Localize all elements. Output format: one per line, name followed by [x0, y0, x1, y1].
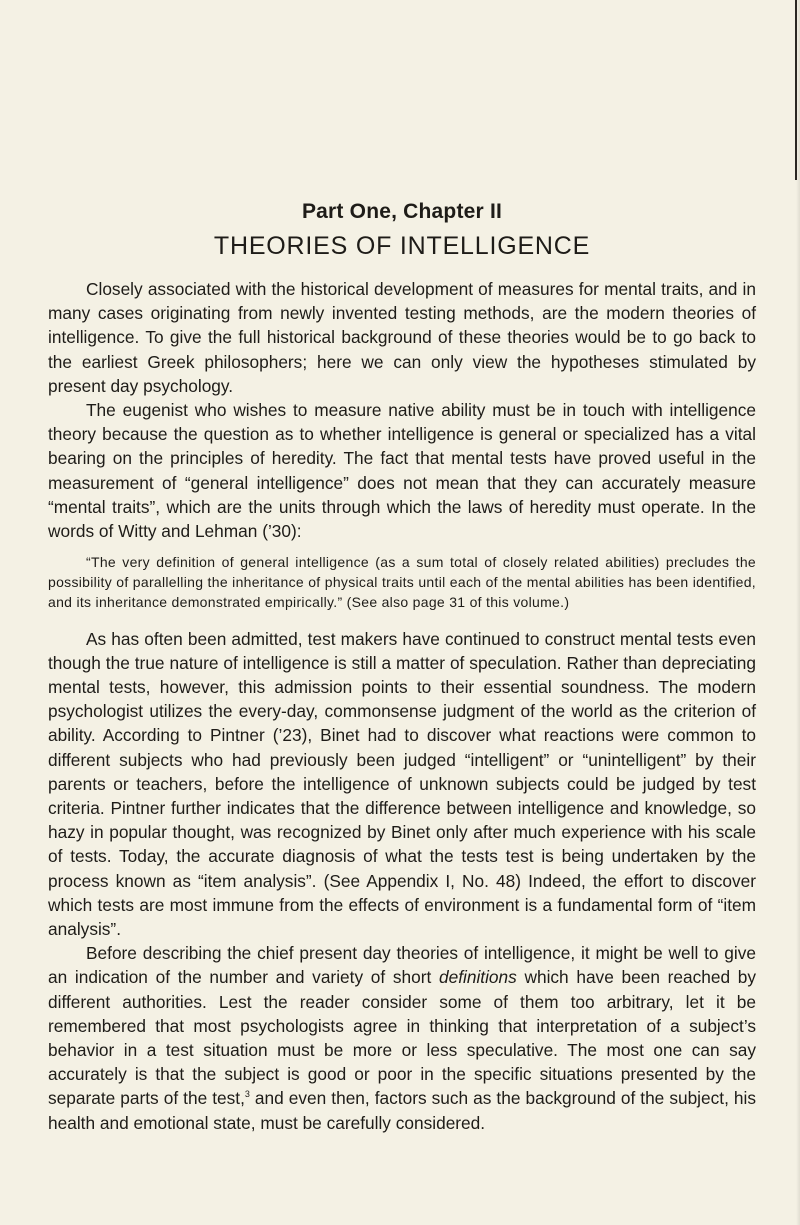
paragraph-3: As has often been admitted, test makers have continued to construct mental tests even though the true nature of intelligence is still a matter of speculation. Rather than depreciating mental tests, however, this admission points to their essential soundness. The modern psychologist utilizes the every-day, commonsense judgment of the world as the criterion of ability. According to Pintner (’23), Binet had to discover what reactions were common to different subjects who had previously been judged “intelligent” or “unintelligent” by their parents or teachers, before the intelligence of unknown subjects could be judged by test criteria. Pintner further indicates that the difference between intelligence and knowledge, so hazy in popular thought, was recognized by Binet only after much experience with his scale of tests. Today, the accurate diagnosis of what the tests test is being undertaken by the process known as “item analysis”. (See Appendix I, No. 48) Indeed, the effort to discover which tests are most immune from the effects of environment is a fundamental form of “item analysis”.: [48, 628, 756, 940]
chapter-title: THEORIES OF INTELLIGENCE: [213, 232, 591, 260]
paragraph-4-end: and even then, factors such as the background of the subject, his health and emotional state, must be carefully considered.: [48, 1088, 756, 1133]
paragraph-4-start: Before describing the chief present day theories of intelligence, it might be well to give an indication of the number and variety of short: [48, 943, 756, 988]
definitions-emphasis: definitions: [438, 967, 517, 988]
paragraph-4: [48, 941, 756, 1135]
part-chapter-heading: Part One, Chapter II: [301, 200, 503, 223]
page-content: [48, 200, 756, 1135]
block-quote: “The very definition of general intelligence (as a sum total of closely related abilities) precludes the possibility of parallelling the inheritance of physical traits until each of the mental abilities has been identified, and its inheritance demonstrated empirically.” (See also page 31 of this volume.): [48, 554, 756, 610]
paragraph-4-middle: which have been reached by different authorities. Lest the reader consider some of them too arbitrary, let it be remembered that most psychologists agree in thinking that interpretation of a subject’s behavior in a test situation must be more or less speculative. The most one can say accurately is that the subject is good or poor in the specific situations presented by the separate parts of the test,: [48, 967, 757, 1109]
paragraph-1: Closely associated with the historical development of measures for mental traits, and in many cases originating from newly invented testing methods, are the modern theories of intelligence. To give the full historical background of these theories would be to go back to the earliest Greek philosophers; here we can only view the hypotheses stimulated by present day psychology.: [48, 279, 756, 396]
footnote-marker[interactable]: 3: [244, 1089, 250, 1100]
paragraph-2: The eugenist who wishes to measure native ability must be in touch with intelligence theory because the question as to whether intelligence is general or specialized has a vital bearing on the principles of heredity. The fact that mental tests have proved useful in the measurement of “general intelligence” does not mean that they can accurately measure “mental traits”, which are the units through which the laws of heredity must operate. In the words of Witty and Lehman (’30):: [48, 400, 756, 542]
page-edge-shadow: [796, 0, 800, 1225]
